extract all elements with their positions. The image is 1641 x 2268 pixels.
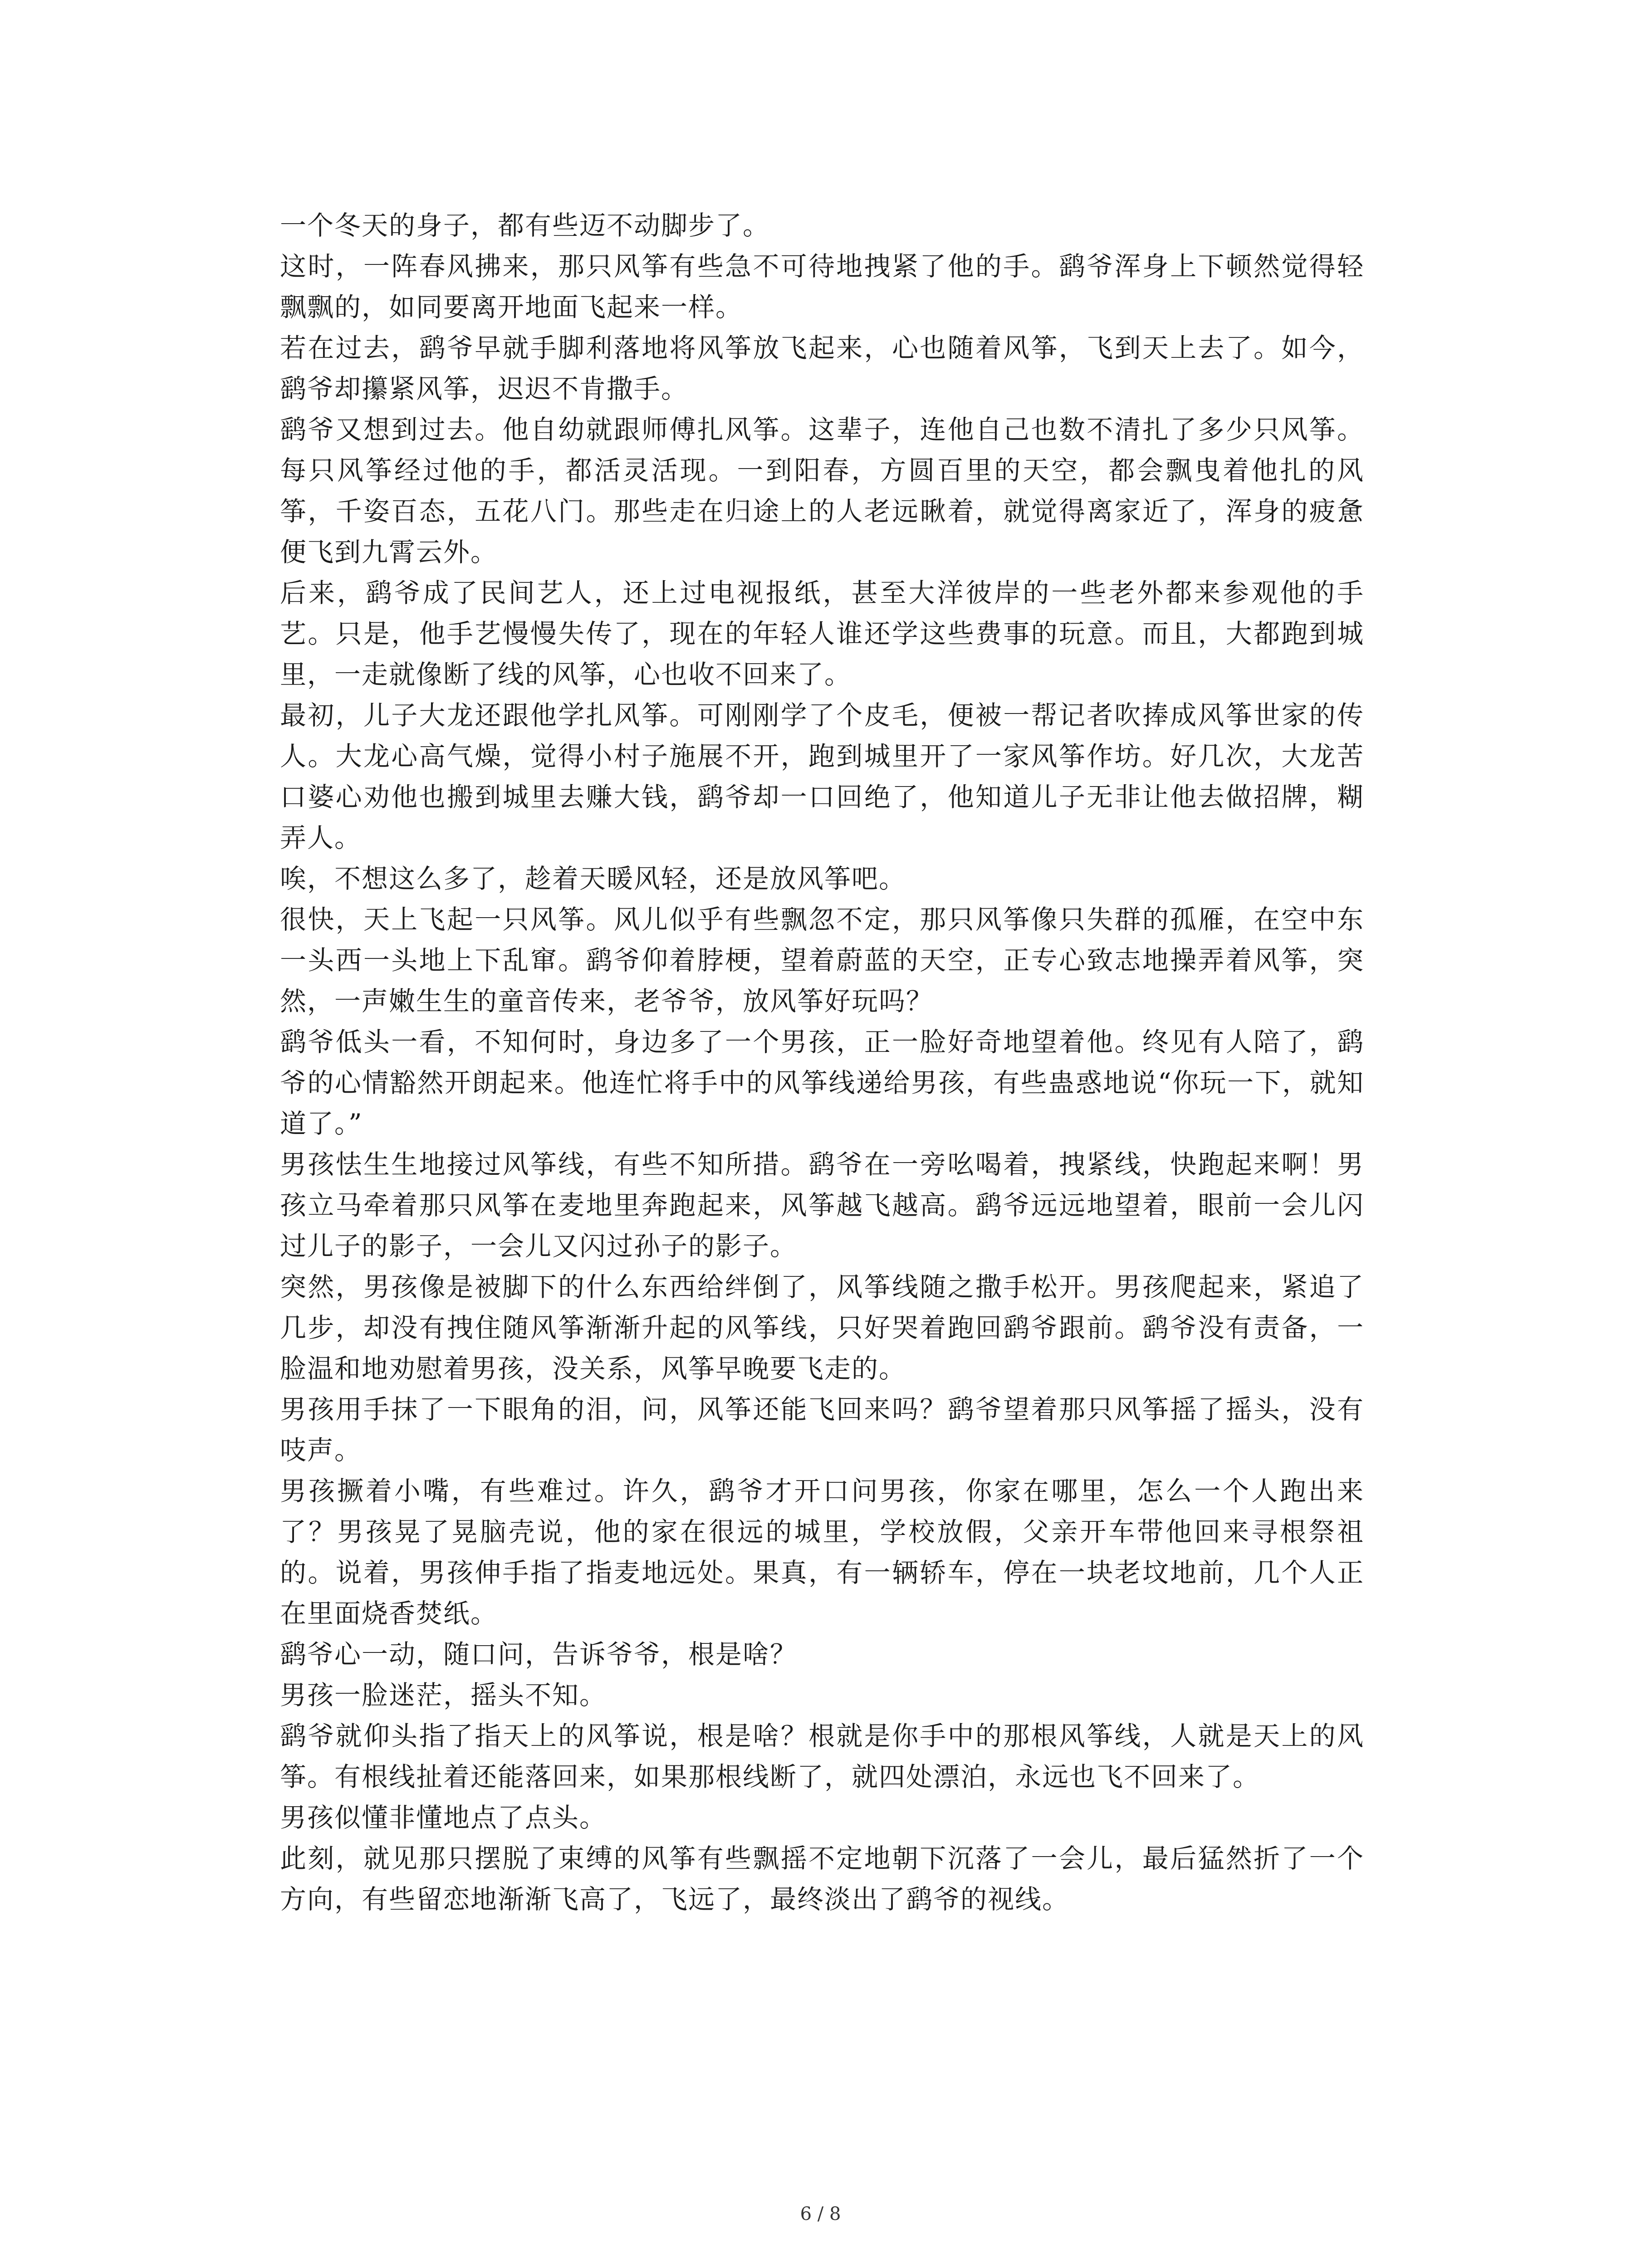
- paragraph: 后来，鹞爷成了民间艺人，还上过电视报纸，甚至大洋彼岸的一些老外都来参观他的手艺。只是，他手艺慢慢失传了，现在的年轻人谁还学这些费事的玩意。而且，大都跑到城里，一走就像断了线的风筝，心也收不回来了。: [280, 577, 1364, 690]
- paragraph: 很快，天上飞起一只风筝。风儿似乎有些飘忽不定，那只风筝像只失群的孤雁，在空中东一头西一头地上下乱窜。鹞爷仰着脖梗，望着蔚蓝的天空，正专心致志地操弄着风筝，突然，一声嫩生生的童音传来，老爷爷，放风筝好玩吗？: [280, 904, 1364, 1017]
- paragraph: 唉，不想这么多了，趁着天暖风轻，还是放风筝吧。: [280, 863, 906, 894]
- paragraph: 鹞爷心一动，随口问，告诉爷爷，根是啥？: [280, 1639, 798, 1670]
- paragraph: 一个冬天的身子，都有些迈不动脚步了。: [280, 210, 770, 241]
- paragraph: 此刻，就见那只摆脱了束缚的风筝有些飘摇不定地朝下沉落了一会儿，最后猛然折了一个方向，有些留恋地渐渐飞高了，飞远了，最终淡出了鹞爷的视线。: [280, 1843, 1364, 1915]
- paragraph: 若在过去，鹞爷早就手脚利落地将风筝放飞起来，心也随着风筝，飞到天上去了。如今，鹞爷却攥紧风筝，迟迟不肯撒手。: [280, 332, 1364, 404]
- paragraph: 男孩用手抹了一下眼角的泪，问，风筝还能飞回来吗？鹞爷望着那只风筝摇了摇头，没有吱声。: [280, 1394, 1364, 1466]
- body-text: [280, 205, 1364, 1920]
- paragraph: 男孩怯生生地接过风筝线，有些不知所措。鹞爷在一旁吆喝着，拽紧线，快跑起来啊！男孩立马牵着那只风筝在麦地里奔跑起来，风筝越飞越高。鹞爷远远地望着，眼前一会儿闪过儿子的影子，一会儿又闪过孙子的影子。: [280, 1149, 1364, 1261]
- paragraph: 男孩撅着小嘴，有些难过。许久，鹞爷才开口问男孩，你家在哪里，怎么一个人跑出来了？男孩晃了晃脑壳说，他的家在很远的城里，学校放假，父亲开车带他回来寻根祭祖的。说着，男孩伸手指了指麦地远处。果真，有一辆轿车，停在一块老坟地前，几个人正在里面烧香焚纸。: [280, 1476, 1364, 1629]
- paragraph: 这时，一阵春风拂来，那只风筝有些急不可待地拽紧了他的手。鹞爷浑身上下顿然觉得轻飘飘的，如同要离开地面飞起来一样。: [280, 251, 1364, 323]
- paragraph: 男孩似懂非懂地点了点头。: [280, 1802, 607, 1833]
- paragraph: 鹞爷低头一看，不知何时，身边多了一个男孩，正一脸好奇地望着他。终见有人陪了，鹞爷的心情豁然开朗起来。他连忙将手中的风筝线递给男孩，有些蛊惑地说“你玩一下，就知道了。”: [280, 1026, 1364, 1139]
- paragraph: 突然，男孩像是被脚下的什么东西给绊倒了，风筝线随之撒手松开。男孩爬起来，紧追了几步，却没有拽住随风筝渐渐升起的风筝线，只好哭着跑回鹞爷跟前。鹞爷没有责备，一脸温和地劝慰着男孩，没关系，风筝早晚要飞走的。: [280, 1271, 1364, 1384]
- paragraph: 鹞爷又想到过去。他自幼就跟师傅扎风筝。这辈子，连他自己也数不清扎了多少只风筝。每只风筝经过他的手，都活灵活现。一到阳春，方圆百里的天空，都会飘曳着他扎的风筝，千姿百态，五花八门。那些走在归途上的人老远瞅着，就觉得离家近了，浑身的疲惫便飞到九霄云外。: [280, 414, 1364, 567]
- paragraph: 鹞爷就仰头指了指天上的风筝说，根是啥？根就是你手中的那根风筝线，人就是天上的风筝。有根线扯着还能落回来，如果那根线断了，就四处漂泊，永远也飞不回来了。: [280, 1721, 1364, 1792]
- paragraph: 男孩一脸迷茫，摇头不知。: [280, 1680, 607, 1711]
- page-number: 6 / 8: [800, 2204, 841, 2224]
- paragraph: 最初，儿子大龙还跟他学扎风筝。可刚刚学了个皮毛，便被一帮记者吹捧成风筝世家的传人。大龙心高气燥，觉得小村子施展不开，跑到城里开了一家风筝作坊。好几次，大龙苦口婆心劝他也搬到城里去赚大钱，鹞爷却一口回绝了，他知道儿子无非让他去做招牌，糊弄人。: [280, 700, 1364, 853]
